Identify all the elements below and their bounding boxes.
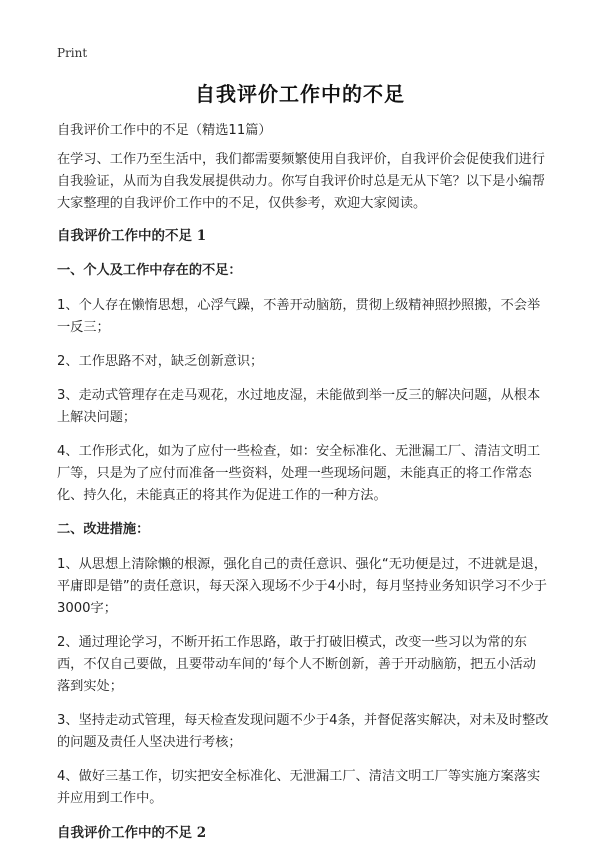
page-title: 自我评价工作中的不足 — [195, 82, 405, 106]
part-heading-improvements: 二、改进措施： — [57, 522, 150, 537]
part-heading-shortcomings: 一、个人及工作中存在的不足： — [57, 263, 242, 278]
list-item: 2、通过理论学习，不断开拓工作思路，敢于打破旧模式，改变一些习以为常的东西，不仅自己要做，且要带动车间的‘每个人不断创新，善于开动脑筋，把五小活动落到实处； — [57, 635, 536, 694]
list-item: 3、坚持走动式管理，每天检查发现问题不少于4条，并督促落实解决，对未及时整改的问题及责任人坚决进行考核； — [57, 713, 549, 750]
list-item: 4、工作形式化，如为了应付一些检查，如：安全标准化、无泄漏工厂、清洁文明工厂等，只是为了应付而准备一些资料，处理一些现场问题，未能真正的将工作常态化、持久化，未能真正的将其作为促进工作的一种方法。 — [57, 444, 541, 503]
list-item: 1、个人存在懒惰思想，心浮气躁，不善开动脑筋，贯彻上级精神照抄照搬，不会举一反三； — [57, 298, 541, 335]
list-item: 1、从思想上清除懒的根源，强化自己的责任意识、强化“无功便是过，不进就是退，平庸即是错”的责任意识，每天深入现场不少于4小时，每月坚持业务知识学习不少于3000字； — [57, 557, 547, 616]
document-subtitle: 自我评价工作中的不足（精选11篇） — [57, 123, 272, 138]
list-item: 4、做好三基工作，切实把安全标准化、无泄漏工厂、清洁文明工厂等实施方案落实并应用到工作中。 — [57, 769, 541, 806]
list-item: 3、走动式管理存在走马观花，水过地皮湿，未能做到举一反三的解决问题，从根本上解决问题； — [57, 388, 541, 425]
print-link[interactable]: Print — [57, 46, 88, 60]
section-heading-2: 自我评价工作中的不足 2 — [57, 825, 207, 841]
list-item: 2、工作思路不对，缺乏创新意识； — [57, 354, 264, 369]
intro-paragraph: 在学习、工作乃至生活中，我们都需要频繁使用自我评价，自我评价会促使我们进行自我验证，从而为自我发展提供动力。你写自我评价时总是无从下笔？以下是小编帮大家整理的自我评价工作中的不足，仅供参考，欢迎大家阅读。 — [57, 152, 545, 211]
document-body — [57, 120, 549, 857]
section-heading-1: 自我评价工作中的不足 1 — [57, 228, 207, 244]
